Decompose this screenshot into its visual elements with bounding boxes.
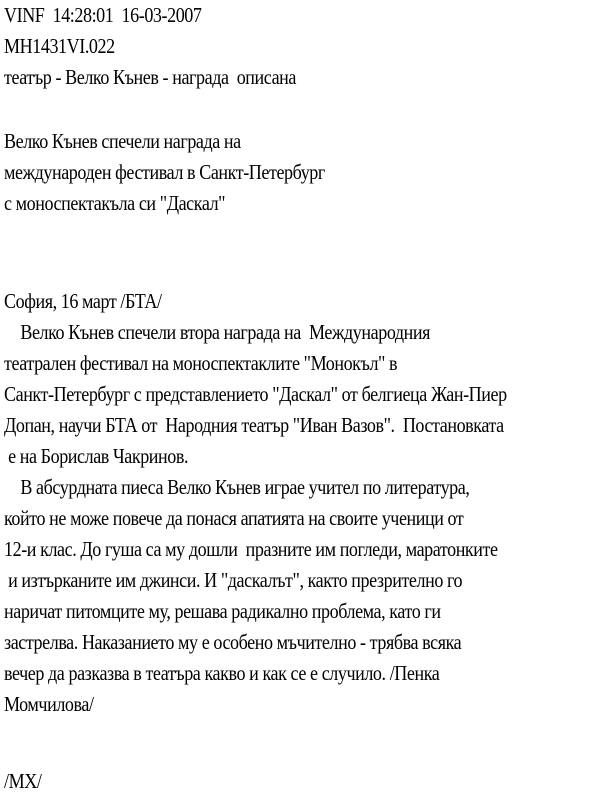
headline-line-2: международен фестивал в Санкт-Петербург: [4, 160, 325, 184]
body-line: който не може повече да понася апатията на своите ученици от: [4, 506, 464, 530]
footer-code: /МХ/: [4, 769, 42, 793]
body-line: наричат питомците му, решава радикално проблема, като ги: [4, 599, 441, 623]
document-page: [4, 0, 517, 800]
body-line: Санкт-Петербург с представлението "Даскал" от белгиеца Жан-Пиер: [4, 382, 507, 406]
headline-line-3: с моноспектакъла си "Даскал": [4, 191, 226, 215]
dateline: София, 16 март /БТА/: [4, 289, 162, 313]
body-line: В абсурдната пиеса Велко Кънев играе учител по литература,: [4, 475, 470, 499]
header-line-1: VINF 14:28:01 16-03-2007: [4, 3, 202, 27]
header-line-2: MH1431VI.022: [4, 34, 115, 58]
body-line: Допан, научи БТА от Народния театър "Иван Вазов". Постановката: [4, 413, 504, 437]
author-line: Момчилова/: [4, 692, 94, 716]
body-line: Велко Кънев спечели втора награда на Международния: [4, 320, 431, 344]
body-line: е на Борислав Чакринов.: [4, 444, 189, 468]
body-line: 12-и клас. До гуша са му дошли празните им погледи, маратонките: [4, 537, 498, 561]
body-line: и изтърканите им джинси. И "даскалът", както презрително го: [4, 568, 463, 592]
body-line: театрален фестивал на моноспектаклите "Монокъл" в: [4, 351, 398, 375]
body-line: застрелва. Наказанието му е особено мъчително - трябва всяка: [4, 630, 462, 654]
header-line-3: театър - Велко Кънев - награда описана: [4, 65, 296, 89]
body-line: вечер да разказва в театъра какво и как се е случило. /Пенка: [4, 661, 440, 685]
headline-line-1: Велко Кънев спечели награда на: [4, 129, 241, 153]
